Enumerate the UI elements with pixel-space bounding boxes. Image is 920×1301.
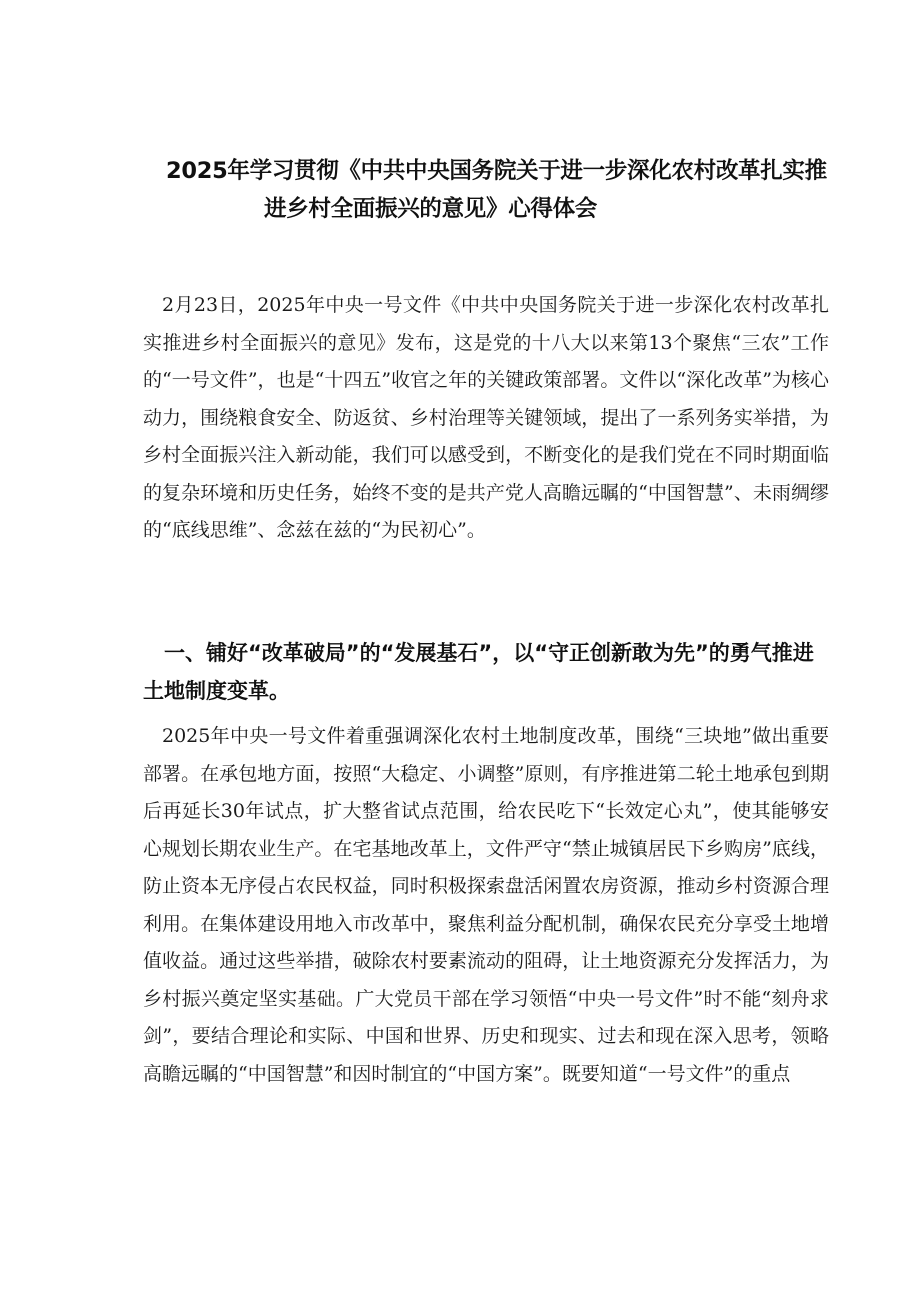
document-title <box>100 152 860 228</box>
section-1-paragraph: 2025年中央一号文件着重强调深化农村土地制度改革，围绕“三块地”做出重要部署。在承包地方面，按照“大稳定、小调整”原则，有序推进第二轮土地承包到期后再延长30年试点，扩大整省试点范围，给农民吃下“长效定心丸”，使其能够安心规划长期农业生产。在宅基地改革上，文件严守“禁止城镇居民下乡购房”底线，防止资本无序侵占农民权益，同时积极探索盘活闲置农房资源，推动乡村资源合理利用。在集体建设用地入市改革中，聚焦利益分配机制，确保农民充分享受土地增值收益。通过这些举措，破除农村要素流动的阻碍，让土地资源充分发挥活力，为乡村振兴奠定坚实基础。广大党员干部在学习领悟“中央一号文件”时不能“刻舟求剑”，要结合理论和实际、中国和世界、历史和现实、过去和现在深入思考，领略高瞻远瞩的“中国智慧”和因时制宜的“中国方案”。既要知道“一号文件”的重点 <box>143 725 829 1085</box>
section-heading-1: 一、铺好“改革破局”的“发展基石”，以“守正创新敢为先”的勇气推进土地制度变革。 <box>143 641 814 703</box>
intro-paragraph-block <box>143 287 829 550</box>
intro-paragraph: 2月23日，2025年中央一号文件《中共中央国务院关于进一步深化农村改革扎实推进乡村全面振兴的意见》发布，这是党的十八大以来第13个聚焦“三农”工作的“一号文件”，也是“十四五”收官之年的关键政策部署。文件以“深化改革”为核心动力，围绕粮食安全、防返贫、乡村治理等关键领域，提出了一系列务实举措，为乡村全面振兴注入新动能，我们可以感受到，不断变化的是我们党在不同时期面临的复杂环境和历史任务，始终不变的是共产党人高瞻远瞩的“中国智慧”、未雨绸缪的“底线思维”、念兹在兹的“为民初心”。 <box>143 294 829 541</box>
section-1-paragraph-block <box>143 718 829 1093</box>
title-line-2: 进乡村全面振兴的意见》心得体会 <box>264 196 598 222</box>
title-line-1: 2025年学习贯彻《中共中央国务院关于进一步深化农村改革扎实推 <box>166 158 827 184</box>
